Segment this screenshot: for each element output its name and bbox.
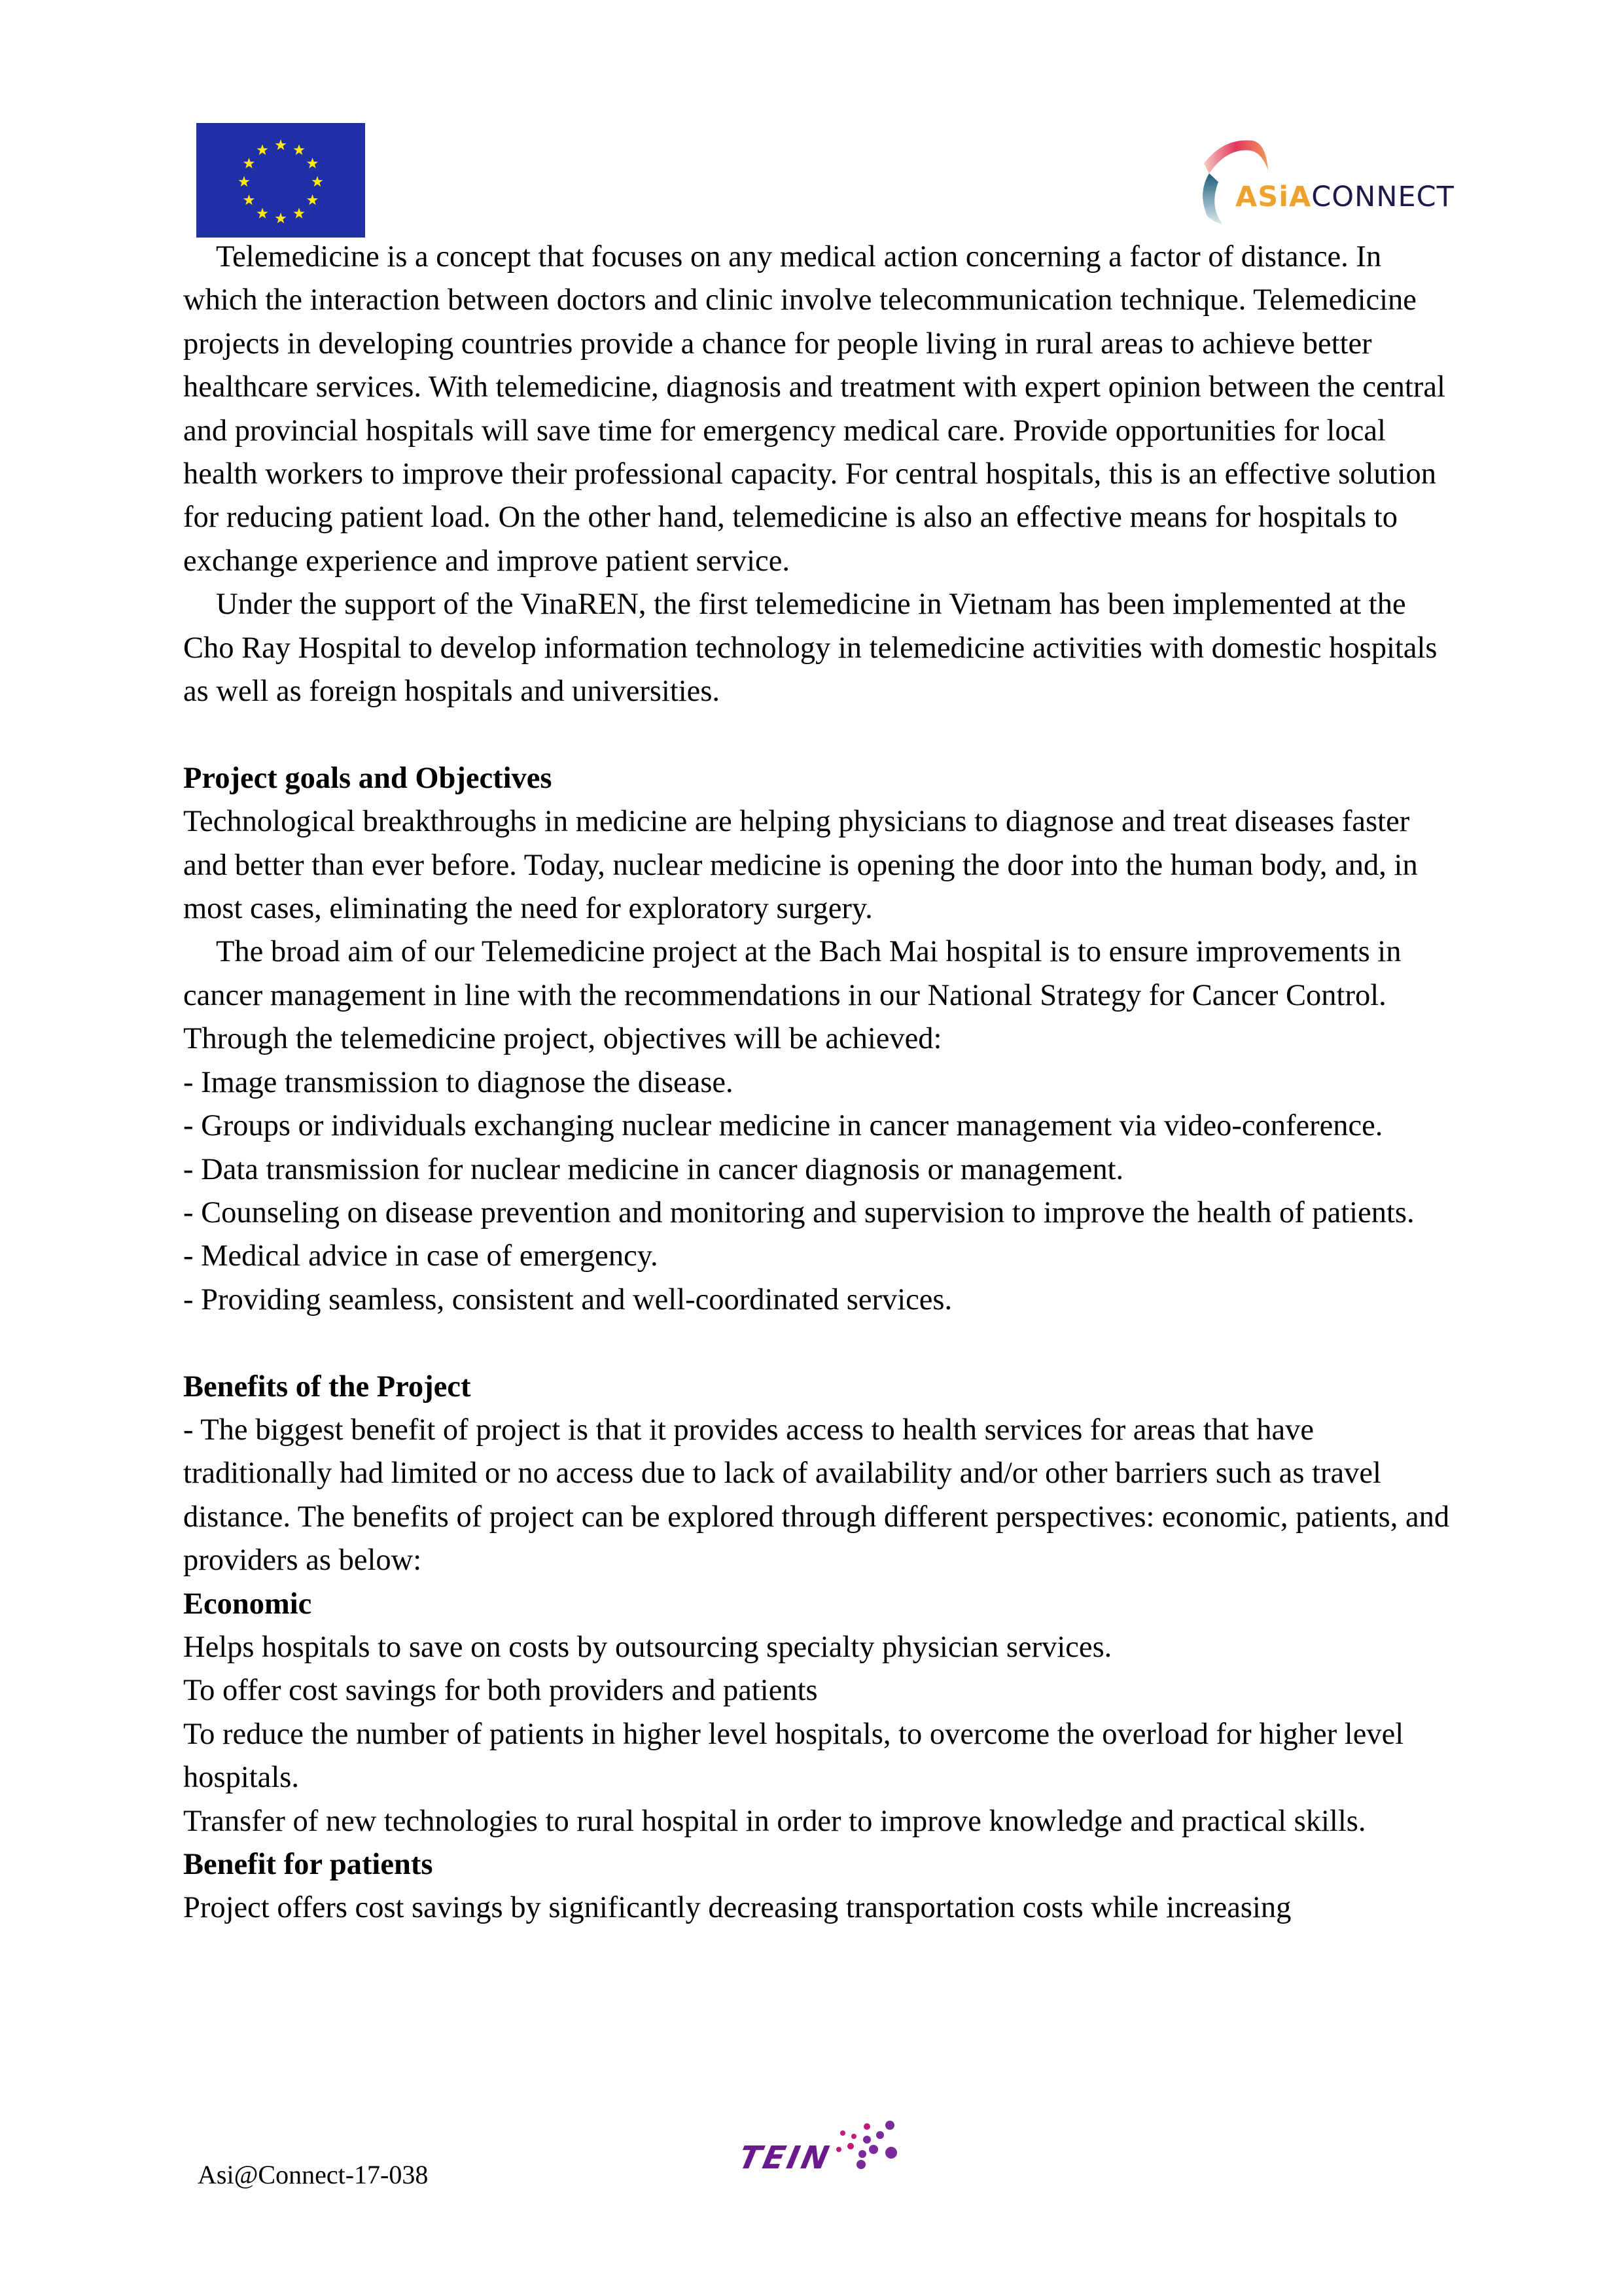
economic-item: Transfer of new technologies to rural hospital in order to improve knowledge and practical skills. xyxy=(183,1804,1366,1838)
asia-word: ASiA xyxy=(1235,181,1312,213)
asiaconnect-swoosh-icon xyxy=(1178,124,1433,229)
eu-stars-icon xyxy=(196,123,365,238)
tein-logo xyxy=(733,2113,903,2179)
benefits-paragraph: - The biggest benefit of project is that it provides access to health services for areas that have traditionally had limited or no access due to lack of availability and/or other barriers such as travel distance. The benefits of project can be explored through different perspectives: economic, patients, and providers as below: xyxy=(183,1413,1450,1578)
section-heading-benefits: Benefits of the Project xyxy=(183,1369,471,1404)
economic-item: Helps hospitals to save on costs by outsourcing specialty physician services. xyxy=(183,1630,1112,1664)
patients-paragraph: Project offers cost savings by significantly decreasing transportation costs while increasing xyxy=(183,1891,1292,1925)
goals-paragraph-1: Technological breakthroughs in medicine are helping physicians to diagnose and treat diseases faster and better than ever before. Today, nuclear medicine is opening the door into the human body, and, in most cases, eliminating the need for exploratory surgery. xyxy=(183,805,1418,926)
economic-item: To offer cost savings for both providers and patients xyxy=(183,1674,818,1708)
asiaconnect-wordmark xyxy=(1235,181,1455,213)
intro-paragraph-1: Telemedicine is a concept that focuses on any medical action concerning a factor of distance. In which the interaction between doctors and clinic involve telecommunication technique. Telemedicine projects in developing countries provide a chance for people living in rural areas to achieve better healthcare services. With telemedicine, diagnosis and treatment with expert opinion between the central and provincial hospitals will save time for emergency medical care. Provide opportunities for local health workers to improve their professional capacity. For central hospitals, this is an effective solution for reducing patient load. On the other hand, telemedicine is also an effective means for hospitals to exchange experience and improve patient service. xyxy=(183,240,1445,578)
eu-flag-logo xyxy=(196,123,365,238)
spacer xyxy=(183,713,1459,756)
spacer xyxy=(183,1322,1459,1365)
connect-word: CONNECT xyxy=(1311,181,1455,213)
intro-paragraph-2: Under the support of the VinaREN, the first telemedicine in Vietnam has been implemented at the Cho Ray Hospital to develop information technology in telemedicine activities with domestic hospitals as well as foreign hospitals and universities. xyxy=(183,588,1438,709)
economic-item: To reduce the number of patients in higher level hospitals, to overcome the overload for higher level hospitals. xyxy=(183,1717,1404,1795)
section-heading-goals: Project goals and Objectives xyxy=(183,761,552,795)
tein-wordmark: TEIN xyxy=(735,2140,835,2176)
objective-item: - Groups or individuals exchanging nuclear medicine in cancer management via video-conference. xyxy=(183,1109,1383,1143)
goals-paragraph-2: The broad aim of our Telemedicine project at the Bach Mai hospital is to ensure improvements in cancer management in line with the recommendations in our National Strategy for Cancer Control. Through the telemedicine project, objectives will be achieved: xyxy=(183,935,1402,1056)
subheading-economic: Economic xyxy=(183,1587,312,1621)
objective-item: - Image transmission to diagnose the disease. xyxy=(183,1065,733,1099)
document-body xyxy=(183,236,1459,1930)
objective-item: - Medical advice in case of emergency. xyxy=(183,1239,658,1273)
subheading-patients: Benefit for patients xyxy=(183,1848,433,1881)
objective-item: - Providing seamless, consistent and well-coordinated services. xyxy=(183,1282,953,1316)
objective-item: - Counseling on disease prevention and monitoring and supervision to improve the health of patients. xyxy=(183,1195,1415,1229)
objective-item: - Data transmission for nuclear medicine in cancer diagnosis or management. xyxy=(183,1152,1124,1186)
document-code: Asi@Connect-17-038 xyxy=(198,2160,429,2189)
asiaconnect-logo xyxy=(1178,124,1455,229)
